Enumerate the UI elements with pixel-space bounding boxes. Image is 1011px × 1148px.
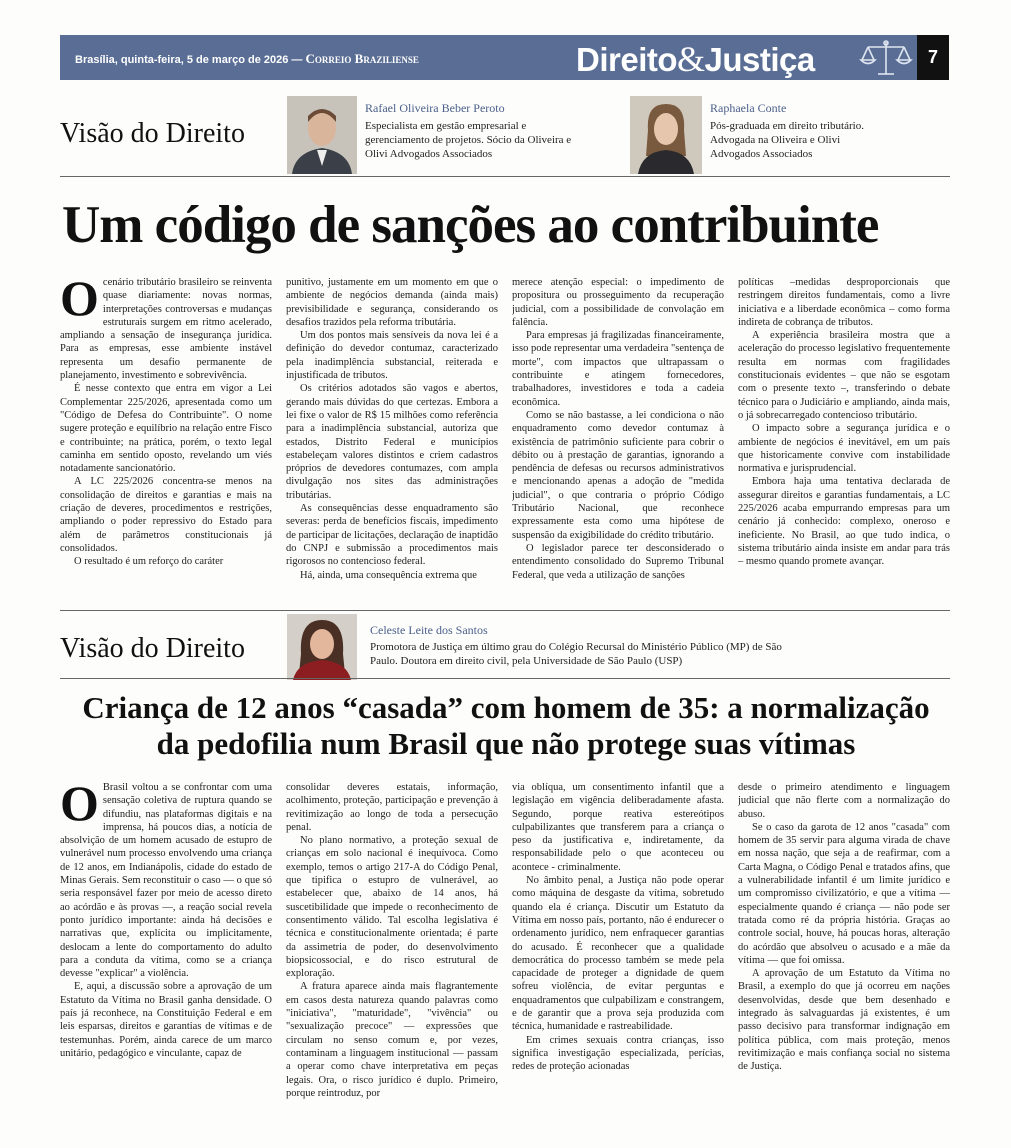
author-bio-celeste: Promotora de Justiça em último grau do Colégio Recursal do Ministério Público (MP) de São Paulo. Doutora em direito civil, pela Universidade de São Paulo (USP) (370, 641, 782, 667)
paragraph: Brasil voltou a se confrontar com uma sensação coletiva de ruptura quando se difundiu, nas plataformas digitais e na imprensa, há poucos dias, a notícia de absolvição de um homem acusado de estupro de vulnerável num processo envolvendo uma criança de 12 anos, em Indianápolis, cidade do estado de Minas Gerais. Sem reconstituir o caso — o que só seria responsável fazer por meio de acesso direto ao acórdão e às provas —, a reação social revela ponto jurídico importante: ainda há decisões e narrativas que, explícita ou implicitamente, deslocam a lente do comportamento do adulto para a conduta da vítima, como se a criança devesse "explicar" a violência. (60, 782, 272, 980)
author-name-raphaela: Raphaela Conte (710, 101, 787, 115)
paragraph: via oblíqua, um consentimento infantil que a legislação em vigência deliberadamente afasta. Segundo, porque reativa estereótipos culpabilizantes que transferem para a criança o peso da justificativa e, indiretamente, da responsabilidade pelo o que aconteceu ou acontece - criminalmente. (512, 782, 724, 873)
kicker-visao-do-direito: Visão do Direito (60, 633, 245, 664)
author-name-celeste: Celeste Leite dos Santos (370, 623, 488, 637)
paragraph: cenário tributário brasileiro se reinventa quase diariamente: novas normas, interpretações controversas e mudanças estruturais surgem em ritmo acelerado, ampliando a sensação de insegurança jurídica. Para as empresas, esse ambiente instável representa um desafio permanente de planejamento, investimento e sobrevivência. (60, 277, 272, 382)
paragraph: consolidar deveres estatais, informação, acolhimento, proteção, participação e prevenção à revitimização ao longo de toda a persecução penal. (286, 782, 498, 833)
author-name-rafael: Rafael Oliveira Beber Peroto (365, 101, 505, 115)
author-photo-raphaela (630, 96, 702, 174)
paragraph: O resultado é um reforço do caráter (74, 556, 224, 568)
paragraph: Em crimes sexuais contra crianças, isso significa investigação especializada, perícias, redes de proteção acionadas (512, 1034, 724, 1073)
paragraph: É nesse contexto que entra em vigor a Lei Complementar 225/2026, apresentada como um "Código de Defesa do Contribuinte". O nome sugere proteção e equilíbrio na relação entre Fisco e contribuinte; na prática, porém, o texto legal caminha em sentido oposto, revelando um viés notadamente sancionatório. (60, 383, 272, 475)
article2-column-1 (60, 781, 272, 1146)
divider (60, 678, 950, 679)
author-bio-raphaela: Pós-graduada em direito tributário. Advogada na Oliveira e Olivi Advogados Associados (710, 120, 864, 160)
paragraph: Há, ainda, uma consequência extrema que (300, 569, 477, 581)
paragraph: O legislador parece ter desconsiderado o entendimento consolidado do Supremo Tribunal Federal, que veda a utilização de sanções (512, 542, 724, 581)
article1-column-1 (60, 276, 272, 596)
paragraph: Para empresas já fragilizadas financeiramente, isso pode representar uma verdadeira "sentença de morte", com impactos que ultrapassam o contribuinte e atingem fornecedores, trabalhadores, investidores e toda a cadeia econômica. (512, 330, 724, 408)
newspaper-name: Correio Braziliense (305, 51, 419, 66)
section-title-amp: & (677, 39, 705, 79)
author-portrait-icon (630, 96, 702, 174)
section-title-part1: Direito (576, 41, 678, 78)
author-photo-rafael (287, 96, 357, 174)
paragraph: Os critérios adotados são vagos e abertos, gerando mais dúvidas do que certezas. Embora a lei fixe o valor de R$ 15 milhões como referência para a inadimplência substancial, autoriza que estados, Distrito Federal e municípios estabeleçam valores distintos e criem cadastros próprios de devedores contumazes, com ampla divulgação nos sites das administrações tributárias. (286, 383, 498, 501)
paragraph: As consequências desse enquadramento são severas: perda de benefícios fiscais, impedimento de participar de licitações, declaração de inaptidão do CNPJ e submissão a procedimentos mais rigorosos no contencioso federal. (286, 503, 498, 568)
author-portrait-icon (287, 614, 357, 680)
paragraph: políticas –medidas desproporcionais que restringem direitos fundamentais, como a livre iniciativa e a liberdade econômica – como forma indireta de cobrança de tributos. (738, 277, 950, 328)
paragraph: E, aqui, a discussão sobre a aprovação de um Estatuto da Vítima no Brasil ganha densidade. O país já reconhece, na Constituição Federal e em leis esparsas, direitos e garantias de vítimas e de testemunhas. Porém, ainda carece de um marco unitário, pedagógico e vinculante, capaz de (60, 981, 272, 1059)
paragraph: desde o primeiro atendimento e linguagem judicial que não flerte com a normalização do abuso. (738, 782, 950, 820)
paragraph: No plano normativo, a proteção sexual de crianças em solo nacional é inequívoca. Como exemplo, temos o artigo 217-A do Código Penal, que tipifica o estupro de vulnerável, ao estabelecer que, abaixo de 14 anos, há suscetibilidade que impede o reconhecimento de consentimento válido. Tal escolha legislativa é técnica e constitucionalmente orientada; é parte da assimetria de poder, do desenvolvimento biopsicossocial, e do risco estrutural de exploração. (286, 835, 498, 980)
paragraph: merece atenção especial: o impedimento de propositura ou prosseguimento da recuperação judicial, com a possibilidade de convolação em falência. (512, 277, 724, 328)
dropcap: O (60, 781, 99, 831)
paragraph: Um dos pontos mais sensíveis da nova lei é a definição do devedor contumaz, caracterizado pela inadimplência substancial, reiterada e injustificada de tributos. (286, 330, 498, 382)
dateline-date: Brasília, quinta-feira, 5 de março de 2026 — (75, 54, 303, 66)
paragraph: No âmbito penal, a Justiça não pode operar como máquina de desgaste da vítima, sobretudo quando ela é criança. Discutir um Estatuto da Vítima em nosso país, portanto, não é endurecer o ordenamento jurídico, nem enfraquecer garantias do acusado. É reconhecer que a qualidade democrática do processo também se mede pela capacidade de proteger a dignidade de quem sofreu violência, de evitar perguntas e enquadramentos que culpabilizam e constrangem, e de garantir que a prova seja produzida com técnica, humanidade e rastreabilidade. (512, 875, 724, 1033)
article1-column-3 (512, 276, 724, 596)
divider (60, 176, 950, 177)
article2-column-2 (286, 781, 498, 1146)
divider (60, 610, 950, 611)
paragraph: Se o caso da garota de 12 anos "casada" com homem de 35 servir para alguma virada de chave em nossa nação, que seja a de reafirmar, com a Carta Magna, o Código Penal e tratados afins, que a vulnerabilidade infantil é um limite jurídico e um compromisso civilizatório, e que a vítima — especialmente quando é criança — não pode ser tratada como ré da própria história. Graças ao controle social, houve, há poucas horas, alteração do acórdão que absolveu o acusado e a mãe da vítima — que foi omissa. (738, 821, 950, 966)
kicker-visao-do-direito: Visão do Direito (60, 118, 245, 149)
headline-article1: Um código de sanções ao contribuinte (62, 196, 879, 254)
headline-line-2: da pedofilia num Brasil que não protege suas vítimas (156, 726, 856, 761)
section-title (576, 38, 815, 80)
headline-article2 (40, 690, 972, 762)
paragraph: A aprovação de um Estatuto da Vítima no Brasil, a exemplo do que já ocorreu em nações desenvolvidas, desde que bem desenhado e integrado às salvaguardas já existentes, é um passo decisivo para transformar indignação em política pública, com mais proteção, menos revitimização e mais confiança social no sistema de Justiça. (738, 968, 950, 1073)
paragraph: punitivo, justamente em um momento em que o ambiente de negócios demanda (ainda mais) previsibilidade e segurança, considerando os desafios trazidos pela reforma tributária. (286, 277, 498, 328)
headline-line-1: Criança de 12 anos “casada” com homem de 35: a normalização (82, 690, 930, 725)
section-title-part2: Justiça (704, 41, 815, 78)
author-bio-rafael: Especialista em gestão empresarial e gerenciamento de projetos. Sócio da Oliveira e Olivi Advogados Associados (365, 120, 572, 160)
page-number: 7 (917, 35, 949, 80)
paragraph: A experiência brasileira mostra que a aceleração do processo legislativo frequentemente resulta em normas com fragilidades constitucionais evidentes – que não se esgotam com o presente texto –, transferindo o debate técnico para o Judiciário e ampliando, ainda mais, o já sobrecarregado contencioso tributário. (738, 330, 950, 421)
dropcap: O (60, 276, 99, 326)
article2-column-4 (738, 781, 950, 1146)
paragraph: A fratura aparece ainda mais flagrantemente em casos desta natureza quando palavras como "iniciativa", "maturidade", "vivência" ou "sexualização precoce" — expressões que circulam no senso comum e, por vezes, contaminam a linguagem institucional — passam a operar como chave interpretativa em peças legais. Ora, o risco jurídico é duplo. Primeiro, porque reintroduz, por (286, 981, 498, 1099)
paragraph: O impacto sobre a segurança jurídica e o ambiente de negócios é inevitável, em um país que historicamente convive com instabilidade normativa e jurisprudencial. (738, 423, 950, 475)
author-photo-celeste (287, 614, 357, 680)
paragraph: Embora haja uma tentativa declarada de assegurar direitos e garantias fundamentais, a LC 225/2026 acaba empurrando empresas para um cenário já conhecido: complexo, oneroso e ineficiente. No Brasil, ao que tudo indica, o sistema tributário ainda insiste em andar para trás – mesmo quando promete avançar. (738, 476, 950, 568)
paragraph: A LC 225/2026 concentra-se menos na consolidação de direitos e garantias e mais na criação de deveres, procedimentos e restrições, ampliando o poder repressivo do Estado para além de parâmetros constitucionais já consolidados. (60, 476, 272, 554)
author-portrait-icon (287, 96, 357, 174)
paragraph: Como se não bastasse, a lei condiciona o não enquadramento como devedor contumaz à existência de patrimônio suficiente para cobrir o débito ou à prestação de garantias, ignorando a pendência de defesas ou recursos administrativos e mencionando apenas a adoção de "medida judicial", o que contraria o próprio Código Tributário Nacional, que reconhece expressamente esta como uma hipótese de suspensão da exigibilidade do crédito tributário. (512, 409, 724, 541)
dateline (75, 51, 419, 67)
scales-of-justice-icon (858, 38, 914, 78)
article1-column-2 (286, 276, 498, 596)
article1-column-4 (738, 276, 950, 596)
article2-column-3 (512, 781, 724, 1146)
